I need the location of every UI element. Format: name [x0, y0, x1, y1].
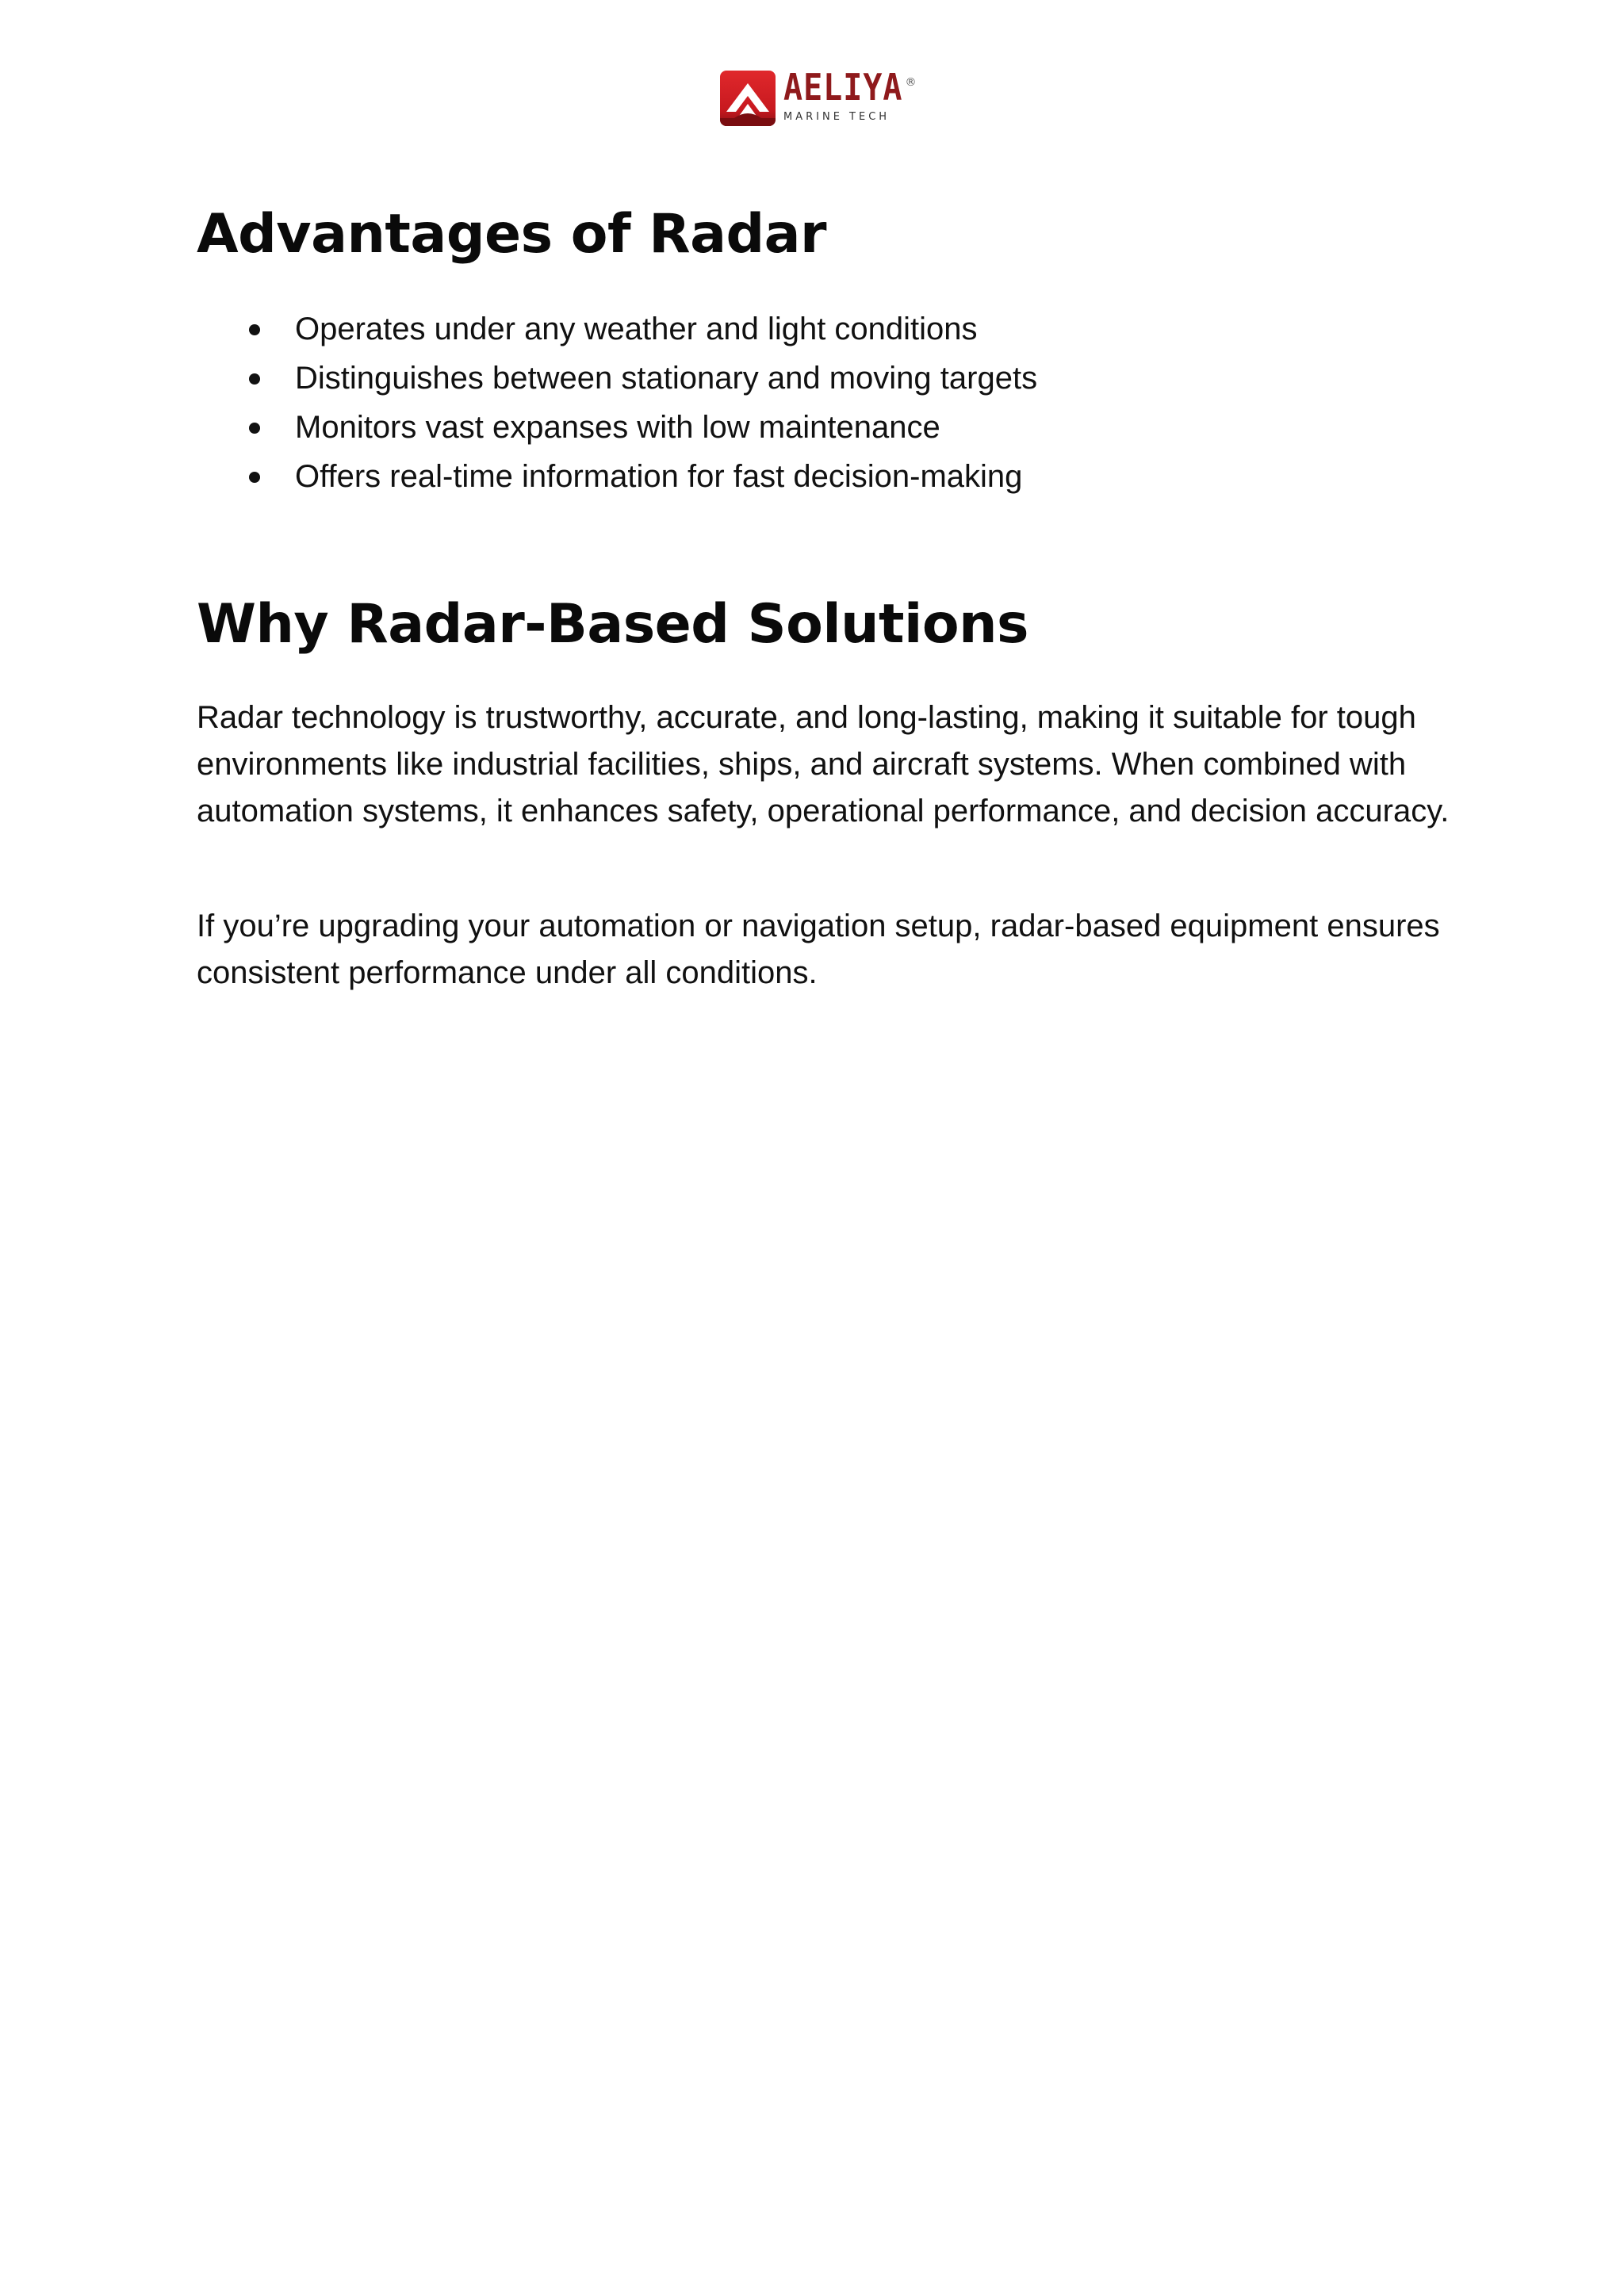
list-item-text: Distinguishes between stationary and moving targets [295, 361, 1038, 396]
bullet-icon [249, 423, 260, 434]
advantages-heading: Advantages of Radar [197, 203, 827, 266]
list-item-text: Monitors vast expanses with low maintenance [295, 410, 940, 445]
bullet-icon [249, 472, 260, 483]
why-radar-heading: Why Radar-Based Solutions [197, 593, 1028, 656]
list-item [197, 403, 1037, 452]
list-item [197, 452, 1037, 501]
list-item [197, 354, 1037, 403]
bullet-icon [249, 324, 260, 335]
why-radar-paragraph-2: If you’re upgrading your automation or navigation setup, radar-based equipment ensures consistent performance under all conditions. [197, 909, 1440, 990]
logo-brand-name: AELIYA [783, 67, 903, 109]
bullet-icon [249, 373, 260, 385]
aeliya-logo [720, 68, 915, 128]
why-radar-paragraph-1: Radar technology is trustworthy, accurate, and long-lasting, making it suitable for tough environments like industrial facilities, ships, and aircraft systems. When combined with automation systems, it enhances safety, operational performance, and decision accuracy. [197, 700, 1450, 828]
logo-text [783, 67, 917, 126]
registered-mark: ® [905, 75, 917, 89]
list-item [197, 304, 1037, 354]
advantages-list [197, 304, 1037, 501]
list-item-text: Offers real-time information for fast decision-making [295, 459, 1023, 494]
logo-tagline: MARINE TECH [783, 110, 891, 123]
list-item-text: Operates under any weather and light conditions [295, 312, 978, 346]
aeliya-logo-mark-icon [720, 71, 776, 126]
logo-wordmark [783, 67, 917, 109]
